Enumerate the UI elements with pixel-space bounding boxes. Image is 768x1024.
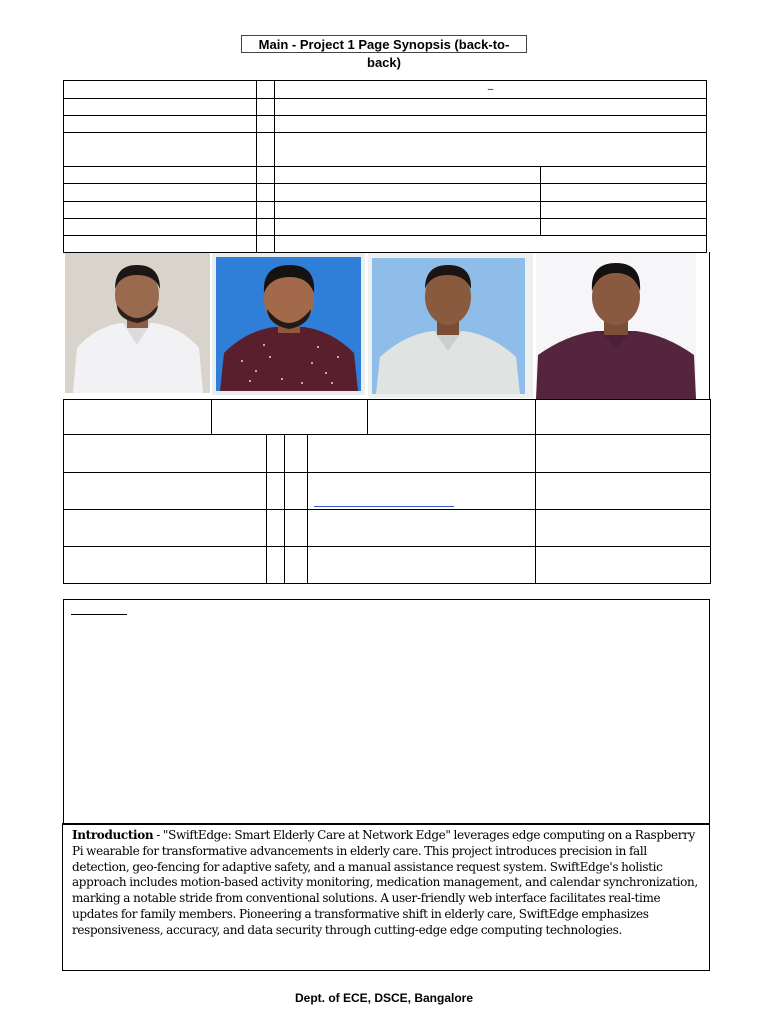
student-photo-4	[536, 253, 696, 399]
info-row	[64, 184, 707, 202]
guide-row	[64, 473, 711, 510]
info-row	[64, 202, 707, 219]
student-photo-1	[65, 253, 210, 393]
project-info-table	[63, 80, 707, 253]
introduction-section	[62, 823, 710, 971]
info-row	[64, 167, 707, 184]
email-link-underline[interactable]	[314, 498, 454, 507]
abstract-box	[63, 599, 710, 825]
info-row	[64, 99, 707, 116]
info-row	[64, 81, 707, 99]
abstract-heading-underline	[71, 614, 127, 615]
dash-mark: –	[487, 83, 494, 95]
introduction-heading: Introduction	[72, 828, 154, 842]
student-photo-2	[212, 253, 365, 395]
info-row	[64, 236, 707, 253]
guide-row	[64, 510, 711, 547]
portrait-image	[212, 253, 365, 395]
guide-details-table	[63, 434, 711, 584]
member-row	[64, 400, 711, 435]
info-row	[64, 116, 707, 133]
portrait-image	[536, 253, 696, 399]
portrait-image	[368, 253, 533, 398]
footer-department: Dept. of ECE, DSCE, Bangalore	[294, 991, 474, 1005]
member-name-table	[63, 399, 711, 435]
page-title: Main - Project 1 Page Synopsis (back-to-back)	[241, 35, 527, 53]
portrait-image	[65, 253, 210, 393]
photo-frame-line	[709, 252, 710, 399]
guide-row	[64, 547, 711, 584]
student-photo-3	[368, 253, 533, 398]
info-row	[64, 219, 707, 236]
introduction-text: - "SwiftEdge: Smart Elderly Care at Network Edge" leverages edge computing on a Raspberry Pi wearable for transformative advancements in elderly care. This project introduces precision in fall detection, geo-fencing for adaptive safety, and a manual assistance request system. SwiftEdge's holistic approach includes motion-based activity monitoring, medication management, and calendar synchronization, marking a notable stride from conventional solutions. A user-friendly web interface facilitates real-time updates for family members. Pioneering a transformative shift in elderly care, SwiftEdge emphasizes responsiveness, accuracy, and data security through cutting-edge edge computing technologies.	[72, 828, 698, 937]
guide-row	[64, 435, 711, 473]
info-row	[64, 133, 707, 167]
